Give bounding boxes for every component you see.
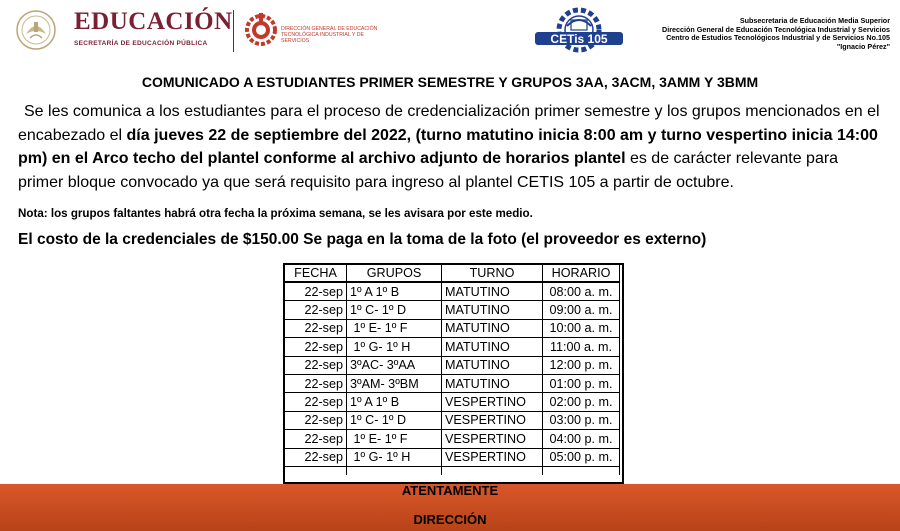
sep-brand-title: EDUCACIÓN: [74, 8, 233, 35]
cell-turno: MATUTINO: [442, 356, 543, 374]
table-row: [285, 448, 620, 466]
cell-turno: MATUTINO: [442, 374, 543, 392]
cell-grupos: 1º A 1º B: [347, 393, 442, 411]
cetis-logo-text: CETis 105: [550, 32, 608, 46]
cost-text: El costo de la credenciales de $150.00 Se paga en la toma de la foto (el proveedor es externo): [18, 231, 707, 248]
cell-fecha: 22-sep: [285, 356, 347, 374]
dgeti-logo: [244, 9, 278, 51]
cell-horario: 05:00 p. m.: [543, 448, 620, 466]
spacer-cell: [285, 466, 347, 475]
cell-horario: 02:00 p. m.: [543, 393, 620, 411]
cell-horario: 10:00 a. m.: [543, 319, 620, 337]
table-row: [285, 301, 620, 319]
spacer-cell: [442, 466, 543, 475]
org-line: Dirección General de Educación Tecnológica Industrial y Servicios: [662, 24, 890, 34]
cell-fecha: 22-sep: [285, 448, 347, 466]
cell-fecha: 22-sep: [285, 430, 347, 448]
cell-turno: MATUTINO: [442, 338, 543, 356]
dgeti-gear-icon: [244, 9, 278, 51]
cell-grupos: 1º E- 1º F: [347, 319, 442, 337]
cell-grupos: 1º A 1º B: [347, 282, 442, 301]
schedule-table: [284, 263, 620, 475]
cetis-gear-arch-icon: [531, 6, 627, 54]
cell-fecha: 22-sep: [285, 301, 347, 319]
header-grupos: GRUPOS: [347, 264, 442, 283]
sep-brand-subtitle: SECRETARÍA DE EDUCACIÓN PÚBLICA: [74, 40, 208, 47]
table-header-row: [285, 264, 620, 283]
cell-turno: VESPERTINO: [442, 448, 543, 466]
cell-horario: 03:00 p. m.: [543, 411, 620, 429]
note-text: Nota: los grupos faltantes habrá otra fecha la próxima semana, se les avisara por este medio.: [18, 207, 533, 220]
spacer-cell: [543, 466, 620, 475]
organization-lines: [662, 17, 890, 51]
header-fecha: FECHA: [285, 264, 347, 283]
org-line: "Ignacio Pérez": [836, 41, 890, 51]
sep-eagle-emblem-icon: [4, 8, 66, 52]
cell-grupos: 1º G- 1º H: [347, 338, 442, 356]
table-row: [285, 319, 620, 337]
cell-grupos: 3ºAC- 3ºAA: [347, 356, 442, 374]
cell-turno: MATUTINO: [442, 319, 543, 337]
cell-grupos: 1º C- 1º D: [347, 411, 442, 429]
cell-fecha: 22-sep: [285, 282, 347, 301]
cell-fecha: 22-sep: [285, 374, 347, 392]
cell-horario: 08:00 a. m.: [543, 282, 620, 301]
table-row: [285, 338, 620, 356]
cell-horario: 04:00 p. m.: [543, 430, 620, 448]
signature-atentamente: ATENTAMENTE: [401, 483, 499, 498]
header-turno: TURNO: [442, 264, 543, 283]
cell-fecha: 22-sep: [285, 319, 347, 337]
cell-horario: 09:00 a. m.: [543, 301, 620, 319]
announcement-paragraph: [18, 100, 886, 194]
table-row: [285, 374, 620, 392]
org-line: Subsecretaria de Educación Media Superior: [739, 16, 890, 25]
paragraph-bold-text: día jueves 22 de septiembre del 2022, (turno matutino inicia 8:00 am y turno vespertino inicia 14:00 pm) en el Arco techo del plantel conforme al archivo adjunto de horarios plantel: [18, 126, 878, 167]
paragraph-text: Se les comunica a los estudiantes para el proceso de credencialización primer semestre y los grupos mencionados en el encabezado el: [18, 103, 880, 144]
cell-turno: MATUTINO: [442, 282, 543, 301]
cell-horario: 12:00 p. m.: [543, 356, 620, 374]
cell-horario: 01:00 p. m.: [543, 374, 620, 392]
table-row: [285, 356, 620, 374]
cell-fecha: 22-sep: [285, 393, 347, 411]
dgeti-caption: DIRECCIÓN GENERAL DE EDUCACIÓN TECNOLÓGICA INDUSTRIAL Y DE SERVICIOS: [281, 26, 378, 44]
spacer-cell: [347, 466, 442, 475]
cell-turno: VESPERTINO: [442, 411, 543, 429]
announcement-title: COMUNICADO A ESTUDIANTES PRIMER SEMESTRE Y GRUPOS 3AA, 3ACM, 3AMM Y 3BMM: [141, 74, 759, 90]
org-line: Centro de Estudios Tecnológicos Industrial y de Servicios No.105: [666, 33, 890, 43]
table-row: [285, 411, 620, 429]
cell-turno: VESPERTINO: [442, 393, 543, 411]
signature-direccion: DIRECCIÓN: [413, 512, 487, 527]
header-divider: [233, 10, 234, 52]
header-horario: HORARIO: [543, 264, 620, 283]
table-row: [285, 393, 620, 411]
cell-horario: 11:00 a. m.: [543, 338, 620, 356]
cell-fecha: 22-sep: [285, 338, 347, 356]
table-row: [285, 430, 620, 448]
schedule-table-body: [285, 282, 620, 475]
cell-grupos: 3ºAM- 3ºBM: [347, 374, 442, 392]
cell-grupos: 1º G- 1º H: [347, 448, 442, 466]
cell-fecha: 22-sep: [285, 411, 347, 429]
cell-grupos: 1º C- 1º D: [347, 301, 442, 319]
table-spacer-row: [285, 466, 620, 475]
cell-turno: VESPERTINO: [442, 430, 543, 448]
table-row: [285, 282, 620, 301]
cetis-logo: [531, 6, 627, 54]
paragraph-text-end: es de carácter relevante para primer bloque convocado ya que será requisito para ingreso al plantel CETIS 105 a partir de octubre.: [18, 150, 839, 191]
cell-turno: MATUTINO: [442, 301, 543, 319]
cell-grupos: 1º E- 1º F: [347, 430, 442, 448]
